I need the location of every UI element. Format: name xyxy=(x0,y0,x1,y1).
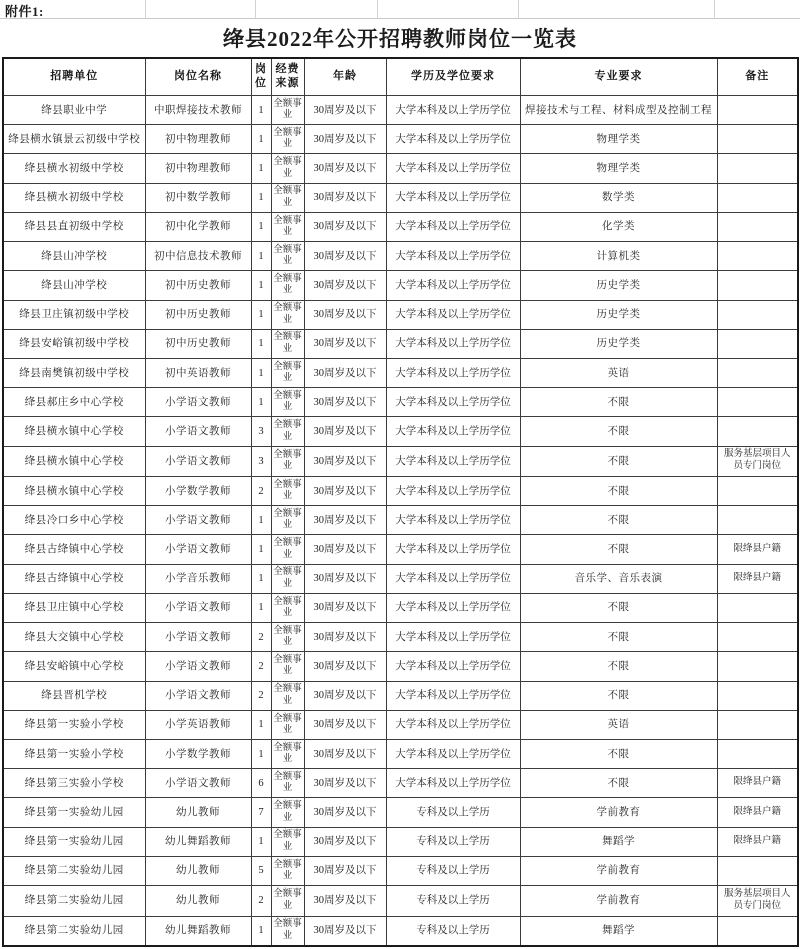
cell-education: 专科及以上学历 xyxy=(386,798,520,827)
cell-remark xyxy=(717,388,798,417)
cell-funding: 全额事业 xyxy=(271,154,304,183)
cell-remark: 限绛县户籍 xyxy=(717,535,798,564)
cell-count: 5 xyxy=(251,856,271,885)
cell-unit: 绛县古绛镇中心学校 xyxy=(3,564,145,593)
cell-unit: 绛县横水初级中学校 xyxy=(3,154,145,183)
cell-position: 初中物理教师 xyxy=(145,154,251,183)
cell-age: 30周岁及以下 xyxy=(304,564,386,593)
table-row xyxy=(3,417,798,446)
cell-unit: 绛县第一实验幼儿园 xyxy=(3,798,145,827)
cell-education: 大学本科及以上学历学位 xyxy=(386,329,520,358)
cell-education: 大学本科及以上学历学位 xyxy=(386,417,520,446)
cell-major: 不限 xyxy=(520,593,717,622)
cell-count: 1 xyxy=(251,212,271,241)
cell-funding: 全额事业 xyxy=(271,329,304,358)
cell-position: 小学英语教师 xyxy=(145,710,251,739)
cell-remark xyxy=(717,271,798,300)
cell-remark: 限绛县户籍 xyxy=(717,769,798,798)
cell-remark xyxy=(717,329,798,358)
cell-remark xyxy=(717,358,798,387)
cell-age: 30周岁及以下 xyxy=(304,271,386,300)
cell-major: 历史学类 xyxy=(520,329,717,358)
cell-remark xyxy=(717,856,798,885)
cell-position: 初中物理教师 xyxy=(145,125,251,154)
cell-funding: 全额事业 xyxy=(271,183,304,212)
cell-major: 不限 xyxy=(520,477,717,506)
cell-funding: 全额事业 xyxy=(271,652,304,681)
table-row xyxy=(3,388,798,417)
cell-unit: 绛县横水镇景云初级中学校 xyxy=(3,125,145,154)
cell-education: 大学本科及以上学历学位 xyxy=(386,183,520,212)
cell-education: 大学本科及以上学历学位 xyxy=(386,446,520,476)
table-row xyxy=(3,358,798,387)
cell-major: 舞蹈学 xyxy=(520,827,717,856)
cell-education: 大学本科及以上学历学位 xyxy=(386,300,520,329)
cell-position: 小学语文教师 xyxy=(145,769,251,798)
cell-count: 2 xyxy=(251,681,271,710)
spreadsheet-gridline xyxy=(145,0,146,18)
cell-education: 大学本科及以上学历学位 xyxy=(386,125,520,154)
cell-position: 幼儿舞蹈教师 xyxy=(145,827,251,856)
cell-count: 3 xyxy=(251,417,271,446)
spreadsheet-top-strip xyxy=(0,0,800,19)
table-row xyxy=(3,300,798,329)
cell-count: 1 xyxy=(251,740,271,769)
cell-funding: 全额事业 xyxy=(271,96,304,125)
cell-unit: 绛县横水镇中心学校 xyxy=(3,417,145,446)
cell-education: 大学本科及以上学历学位 xyxy=(386,535,520,564)
cell-age: 30周岁及以下 xyxy=(304,125,386,154)
spreadsheet-gridline xyxy=(714,0,715,18)
cell-unit: 绛县第二实验幼儿园 xyxy=(3,916,145,946)
cell-remark xyxy=(717,623,798,652)
table-row xyxy=(3,798,798,827)
cell-remark xyxy=(717,154,798,183)
cell-remark xyxy=(717,242,798,271)
cell-funding: 全额事业 xyxy=(271,212,304,241)
table-row xyxy=(3,183,798,212)
cell-count: 3 xyxy=(251,446,271,476)
cell-funding: 全额事业 xyxy=(271,798,304,827)
cell-position: 小学语文教师 xyxy=(145,623,251,652)
cell-position: 幼儿舞蹈教师 xyxy=(145,916,251,946)
cell-education: 大学本科及以上学历学位 xyxy=(386,769,520,798)
cell-major: 数学类 xyxy=(520,183,717,212)
cell-unit: 绛县县直初级中学校 xyxy=(3,212,145,241)
cell-education: 专科及以上学历 xyxy=(386,916,520,946)
cell-education: 大学本科及以上学历学位 xyxy=(386,96,520,125)
cell-count: 1 xyxy=(251,300,271,329)
cell-remark xyxy=(717,740,798,769)
cell-position: 初中信息技术教师 xyxy=(145,242,251,271)
cell-count: 1 xyxy=(251,271,271,300)
cell-major: 不限 xyxy=(520,769,717,798)
cell-position: 幼儿教师 xyxy=(145,798,251,827)
cell-unit: 绛县职业中学 xyxy=(3,96,145,125)
cell-age: 30周岁及以下 xyxy=(304,769,386,798)
cell-unit: 绛县横水初级中学校 xyxy=(3,183,145,212)
table-row xyxy=(3,154,798,183)
cell-count: 2 xyxy=(251,652,271,681)
cell-remark xyxy=(717,710,798,739)
cell-education: 大学本科及以上学历学位 xyxy=(386,710,520,739)
cell-unit: 绛县大交镇中心学校 xyxy=(3,623,145,652)
cell-remark: 限绛县户籍 xyxy=(717,827,798,856)
cell-age: 30周岁及以下 xyxy=(304,446,386,476)
cell-remark: 限绛县户籍 xyxy=(717,564,798,593)
cell-age: 30周岁及以下 xyxy=(304,535,386,564)
attachment-label: 附件1: xyxy=(5,4,44,19)
table-header-cell-major: 专业要求 xyxy=(520,58,717,96)
cell-age: 30周岁及以下 xyxy=(304,183,386,212)
cell-remark xyxy=(717,183,798,212)
cell-education: 大学本科及以上学历学位 xyxy=(386,212,520,241)
cell-remark xyxy=(717,300,798,329)
cell-funding: 全额事业 xyxy=(271,827,304,856)
cell-funding: 全额事业 xyxy=(271,477,304,506)
cell-major: 不限 xyxy=(520,388,717,417)
cell-unit: 绛县安峪镇中心学校 xyxy=(3,652,145,681)
table-row xyxy=(3,506,798,535)
cell-funding: 全额事业 xyxy=(271,535,304,564)
page-title: 绛县2022年公开招聘教师岗位一览表 xyxy=(223,27,577,51)
cell-funding: 全额事业 xyxy=(271,506,304,535)
cell-count: 1 xyxy=(251,593,271,622)
cell-major: 英语 xyxy=(520,710,717,739)
cell-age: 30周岁及以下 xyxy=(304,242,386,271)
cell-major: 焊接技术与工程、材料成型及控制工程 xyxy=(520,96,717,125)
table-row xyxy=(3,916,798,946)
cell-funding: 全额事业 xyxy=(271,446,304,476)
cell-age: 30周岁及以下 xyxy=(304,798,386,827)
cell-education: 大学本科及以上学历学位 xyxy=(386,740,520,769)
cell-position: 小学语文教师 xyxy=(145,388,251,417)
cell-count: 1 xyxy=(251,96,271,125)
cell-funding: 全额事业 xyxy=(271,593,304,622)
cell-unit: 绛县卫庄镇中心学校 xyxy=(3,593,145,622)
cell-funding: 全额事业 xyxy=(271,388,304,417)
cell-major: 舞蹈学 xyxy=(520,916,717,946)
cell-funding: 全额事业 xyxy=(271,856,304,885)
cell-education: 大学本科及以上学历学位 xyxy=(386,154,520,183)
cell-unit: 绛县山冲学校 xyxy=(3,242,145,271)
cell-funding: 全额事业 xyxy=(271,417,304,446)
cell-age: 30周岁及以下 xyxy=(304,358,386,387)
cell-remark xyxy=(717,593,798,622)
cell-unit: 绛县郝庄乡中心学校 xyxy=(3,388,145,417)
cell-position: 小学语文教师 xyxy=(145,652,251,681)
table-row xyxy=(3,827,798,856)
cell-remark xyxy=(717,506,798,535)
cell-education: 专科及以上学历 xyxy=(386,827,520,856)
cell-position: 初中化学教师 xyxy=(145,212,251,241)
cell-major: 不限 xyxy=(520,417,717,446)
cell-age: 30周岁及以下 xyxy=(304,886,386,916)
table-row xyxy=(3,212,798,241)
cell-age: 30周岁及以下 xyxy=(304,329,386,358)
cell-education: 大学本科及以上学历学位 xyxy=(386,564,520,593)
cell-count: 1 xyxy=(251,358,271,387)
cell-count: 1 xyxy=(251,710,271,739)
cell-count: 7 xyxy=(251,798,271,827)
spreadsheet-gridline xyxy=(255,0,256,18)
cell-education: 大学本科及以上学历学位 xyxy=(386,593,520,622)
cell-remark: 限绛县户籍 xyxy=(717,798,798,827)
cell-age: 30周岁及以下 xyxy=(304,740,386,769)
cell-age: 30周岁及以下 xyxy=(304,827,386,856)
cell-position: 小学语文教师 xyxy=(145,681,251,710)
cell-unit: 绛县第三实验小学校 xyxy=(3,769,145,798)
cell-position: 幼儿教师 xyxy=(145,856,251,885)
cell-count: 1 xyxy=(251,329,271,358)
cell-position: 初中英语教师 xyxy=(145,358,251,387)
cell-remark xyxy=(717,417,798,446)
table-row xyxy=(3,769,798,798)
table-row xyxy=(3,652,798,681)
cell-position: 小学语文教师 xyxy=(145,446,251,476)
cell-major: 学前教育 xyxy=(520,886,717,916)
cell-education: 大学本科及以上学历学位 xyxy=(386,506,520,535)
cell-major: 不限 xyxy=(520,506,717,535)
cell-funding: 全额事业 xyxy=(271,300,304,329)
cell-major: 不限 xyxy=(520,681,717,710)
cell-remark xyxy=(717,681,798,710)
cell-count: 1 xyxy=(251,183,271,212)
title-band xyxy=(0,19,800,57)
table-header-row xyxy=(3,58,798,96)
cell-age: 30周岁及以下 xyxy=(304,710,386,739)
table-row xyxy=(3,593,798,622)
table-header-cell-count: 岗位 xyxy=(251,58,271,96)
cell-count: 1 xyxy=(251,916,271,946)
cell-remark xyxy=(717,125,798,154)
cell-age: 30周岁及以下 xyxy=(304,506,386,535)
table-header-cell-funding: 经费来源 xyxy=(271,58,304,96)
cell-age: 30周岁及以下 xyxy=(304,417,386,446)
cell-unit: 绛县第一实验小学校 xyxy=(3,740,145,769)
cell-age: 30周岁及以下 xyxy=(304,623,386,652)
cell-position: 小学语文教师 xyxy=(145,506,251,535)
cell-education: 大学本科及以上学历学位 xyxy=(386,652,520,681)
cell-count: 2 xyxy=(251,477,271,506)
cell-age: 30周岁及以下 xyxy=(304,593,386,622)
cell-unit: 绛县横水镇中心学校 xyxy=(3,477,145,506)
cell-count: 1 xyxy=(251,125,271,154)
cell-unit: 绛县第二实验幼儿园 xyxy=(3,856,145,885)
table-row xyxy=(3,740,798,769)
cell-count: 6 xyxy=(251,769,271,798)
cell-age: 30周岁及以下 xyxy=(304,300,386,329)
table-row xyxy=(3,564,798,593)
table-header-cell-age: 年龄 xyxy=(304,58,386,96)
table-row xyxy=(3,477,798,506)
cell-position: 小学语文教师 xyxy=(145,535,251,564)
cell-funding: 全额事业 xyxy=(271,125,304,154)
recruitment-table xyxy=(2,57,799,947)
cell-education: 大学本科及以上学历学位 xyxy=(386,477,520,506)
cell-age: 30周岁及以下 xyxy=(304,681,386,710)
cell-funding: 全额事业 xyxy=(271,242,304,271)
cell-funding: 全额事业 xyxy=(271,886,304,916)
cell-education: 专科及以上学历 xyxy=(386,886,520,916)
cell-major: 音乐学、音乐表演 xyxy=(520,564,717,593)
cell-unit: 绛县卫庄镇初级中学校 xyxy=(3,300,145,329)
cell-remark xyxy=(717,916,798,946)
cell-unit: 绛县晋机学校 xyxy=(3,681,145,710)
cell-major: 历史学类 xyxy=(520,271,717,300)
cell-position: 中职焊接技术教师 xyxy=(145,96,251,125)
cell-funding: 全额事业 xyxy=(271,916,304,946)
cell-position: 初中历史教师 xyxy=(145,329,251,358)
cell-education: 大学本科及以上学历学位 xyxy=(386,271,520,300)
cell-age: 30周岁及以下 xyxy=(304,856,386,885)
cell-unit: 绛县安峪镇初级中学校 xyxy=(3,329,145,358)
table-body xyxy=(3,96,798,947)
cell-major: 不限 xyxy=(520,740,717,769)
cell-count: 2 xyxy=(251,623,271,652)
cell-unit: 绛县第二实验幼儿园 xyxy=(3,886,145,916)
spreadsheet-gridline xyxy=(377,0,378,18)
cell-count: 1 xyxy=(251,827,271,856)
cell-count: 1 xyxy=(251,388,271,417)
cell-unit: 绛县古绛镇中心学校 xyxy=(3,535,145,564)
cell-position: 小学语文教师 xyxy=(145,593,251,622)
cell-major: 英语 xyxy=(520,358,717,387)
cell-remark xyxy=(717,652,798,681)
cell-funding: 全额事业 xyxy=(271,564,304,593)
cell-age: 30周岁及以下 xyxy=(304,212,386,241)
cell-funding: 全额事业 xyxy=(271,681,304,710)
cell-count: 1 xyxy=(251,564,271,593)
cell-funding: 全额事业 xyxy=(271,271,304,300)
cell-funding: 全额事业 xyxy=(271,358,304,387)
cell-count: 1 xyxy=(251,242,271,271)
cell-education: 大学本科及以上学历学位 xyxy=(386,623,520,652)
table-row xyxy=(3,329,798,358)
table-row xyxy=(3,535,798,564)
table-row xyxy=(3,446,798,476)
cell-major: 物理学类 xyxy=(520,125,717,154)
cell-count: 1 xyxy=(251,506,271,535)
cell-unit: 绛县横水镇中心学校 xyxy=(3,446,145,476)
cell-age: 30周岁及以下 xyxy=(304,96,386,125)
cell-position: 初中数学教师 xyxy=(145,183,251,212)
cell-remark: 服务基层项目人员专门岗位 xyxy=(717,446,798,476)
table-row xyxy=(3,681,798,710)
cell-major: 物理学类 xyxy=(520,154,717,183)
cell-major: 化学类 xyxy=(520,212,717,241)
cell-position: 小学数学教师 xyxy=(145,477,251,506)
cell-funding: 全额事业 xyxy=(271,623,304,652)
cell-age: 30周岁及以下 xyxy=(304,652,386,681)
table-header-cell-remark: 备注 xyxy=(717,58,798,96)
table-row xyxy=(3,125,798,154)
cell-age: 30周岁及以下 xyxy=(304,477,386,506)
cell-age: 30周岁及以下 xyxy=(304,388,386,417)
cell-count: 1 xyxy=(251,535,271,564)
cell-unit: 绛县第一实验幼儿园 xyxy=(3,827,145,856)
table-row xyxy=(3,710,798,739)
cell-unit: 绛县第一实验小学校 xyxy=(3,710,145,739)
cell-funding: 全额事业 xyxy=(271,769,304,798)
cell-education: 大学本科及以上学历学位 xyxy=(386,358,520,387)
cell-position: 小学音乐教师 xyxy=(145,564,251,593)
recruitment-table-wrap xyxy=(2,57,799,947)
cell-education: 大学本科及以上学历学位 xyxy=(386,242,520,271)
table-row xyxy=(3,96,798,125)
table-row xyxy=(3,886,798,916)
table-header-cell-education: 学历及学位要求 xyxy=(386,58,520,96)
table-header-cell-unit: 招聘单位 xyxy=(3,58,145,96)
table-row xyxy=(3,242,798,271)
cell-education: 大学本科及以上学历学位 xyxy=(386,388,520,417)
cell-count: 2 xyxy=(251,886,271,916)
cell-major: 不限 xyxy=(520,535,717,564)
cell-position: 小学语文教师 xyxy=(145,417,251,446)
cell-remark xyxy=(717,96,798,125)
table-header-cell-position: 岗位名称 xyxy=(145,58,251,96)
cell-position: 初中历史教师 xyxy=(145,271,251,300)
cell-age: 30周岁及以下 xyxy=(304,154,386,183)
spreadsheet-gridline xyxy=(518,0,519,18)
cell-unit: 绛县冷口乡中心学校 xyxy=(3,506,145,535)
cell-remark xyxy=(717,477,798,506)
cell-age: 30周岁及以下 xyxy=(304,916,386,946)
cell-major: 历史学类 xyxy=(520,300,717,329)
cell-education: 专科及以上学历 xyxy=(386,856,520,885)
cell-remark xyxy=(717,212,798,241)
cell-unit: 绛县南樊镇初级中学校 xyxy=(3,358,145,387)
cell-major: 学前教育 xyxy=(520,798,717,827)
cell-funding: 全额事业 xyxy=(271,740,304,769)
cell-major: 计算机类 xyxy=(520,242,717,271)
cell-count: 1 xyxy=(251,154,271,183)
table-row xyxy=(3,623,798,652)
cell-position: 小学数学教师 xyxy=(145,740,251,769)
cell-unit: 绛县山冲学校 xyxy=(3,271,145,300)
cell-major: 不限 xyxy=(520,623,717,652)
cell-position: 初中历史教师 xyxy=(145,300,251,329)
cell-major: 不限 xyxy=(520,446,717,476)
cell-remark: 服务基层项目人员专门岗位 xyxy=(717,886,798,916)
table-row xyxy=(3,856,798,885)
cell-major: 学前教育 xyxy=(520,856,717,885)
cell-education: 大学本科及以上学历学位 xyxy=(386,681,520,710)
cell-position: 幼儿教师 xyxy=(145,886,251,916)
table-row xyxy=(3,271,798,300)
cell-funding: 全额事业 xyxy=(271,710,304,739)
cell-major: 不限 xyxy=(520,652,717,681)
